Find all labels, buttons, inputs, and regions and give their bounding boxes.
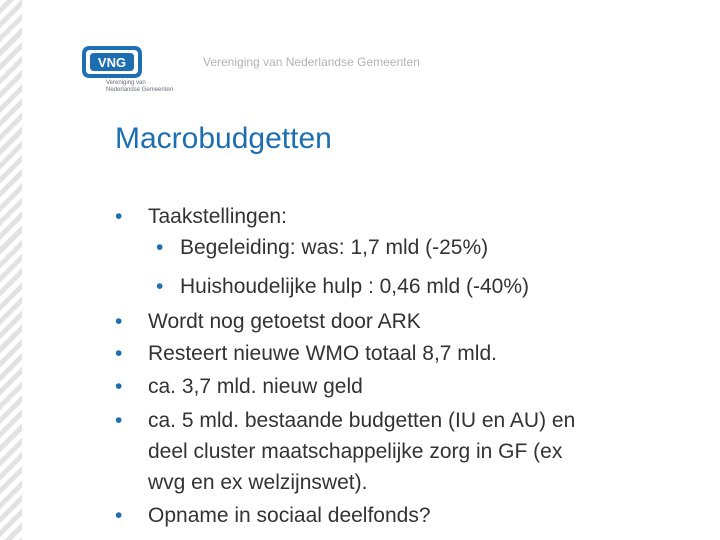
bullet-marker: • <box>156 275 164 298</box>
logo-caption-line-1: Vereniging van <box>106 80 146 86</box>
bullet-text: Resteert nieuwe WMO totaal 8,7 mld. <box>148 342 497 365</box>
bullet-marker: • <box>115 205 123 228</box>
bullet-marker: • <box>115 342 123 365</box>
bullet-text: Begeleiding: was: 1,7 mld (-25%) <box>180 236 489 259</box>
bullet-marker: • <box>115 310 123 333</box>
bullet-text: Wordt nog getoetst door ARK <box>148 310 421 333</box>
logo-text: VNG <box>97 55 127 70</box>
bullet-text: Taakstellingen: <box>148 205 287 228</box>
bullet-text: ca. 3,7 mld. nieuw geld <box>148 375 363 398</box>
bullet-marker: • <box>115 375 123 398</box>
bullet-text: Huishoudelijke hulp : 0,46 mld (-40%) <box>180 275 530 298</box>
bullet-marker: • <box>115 409 123 432</box>
bullet-text-line: deel cluster maatschappelijke zorg in GF (ex <box>148 440 563 463</box>
slide-title: Macrobudgetten <box>115 122 332 155</box>
bullet-text-line: wvg en ex welzijnswet). <box>148 471 368 494</box>
bullet-marker: • <box>156 236 164 259</box>
organization-name: Vereniging van Nederlandse Gemeenten <box>203 55 420 69</box>
bullet-text: Opname in sociaal deelfonds? <box>148 504 431 527</box>
logo-caption-line-2: Nederlandse Gemeenten <box>106 87 174 93</box>
bullet-marker: • <box>115 504 123 527</box>
bullet-text-line: ca. 5 mld. bestaande budgetten (IU en AU) en <box>148 409 576 432</box>
